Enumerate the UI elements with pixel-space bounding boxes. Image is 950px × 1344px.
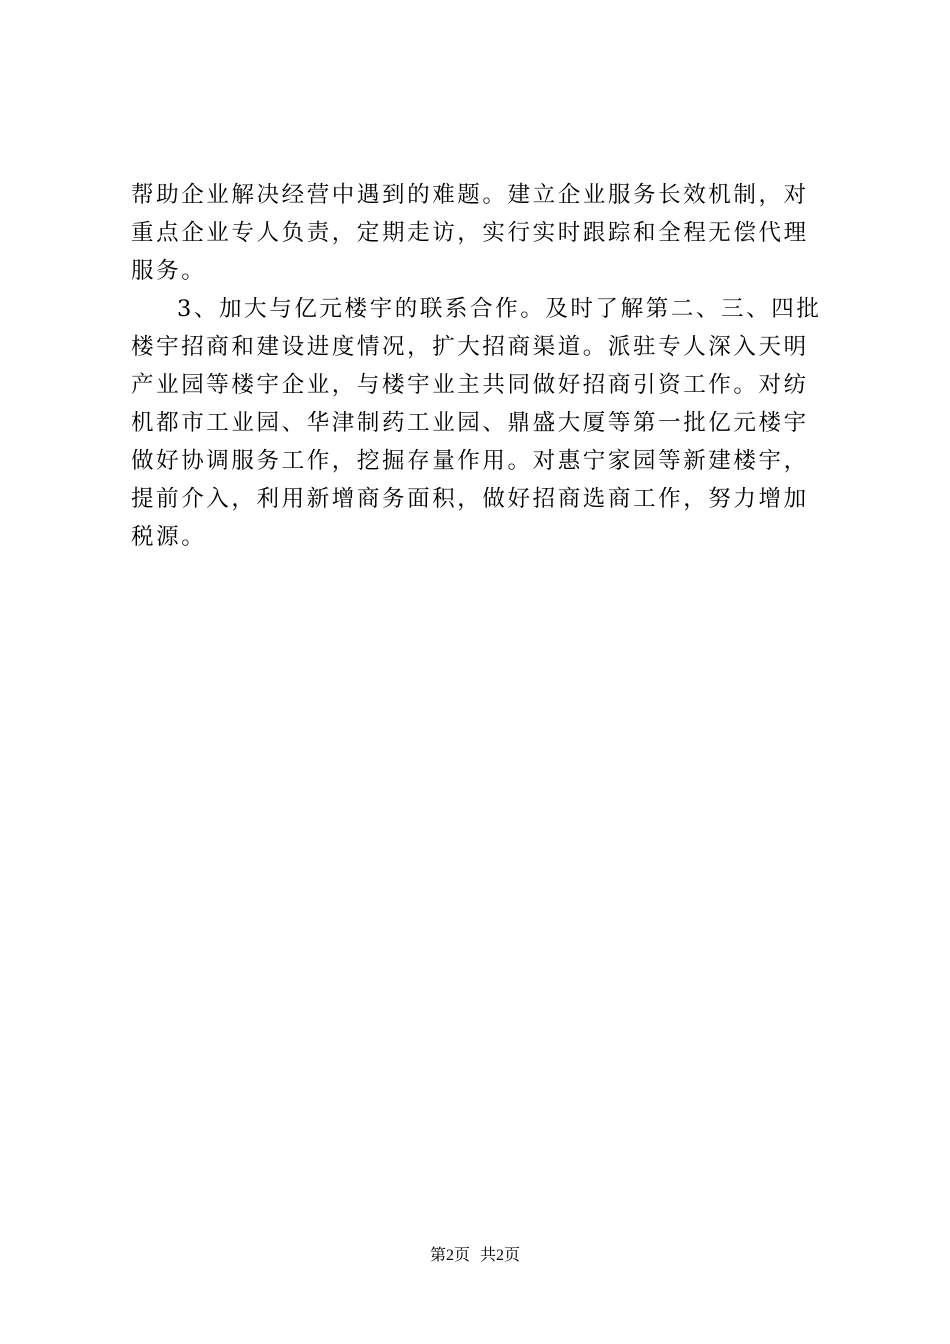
text-line: 产业园等楼宇企业，与楼宇业主共同做好招商引资工作。对纺 — [131, 372, 809, 398]
page-footer — [0, 1242, 950, 1265]
page-total: 共2页 — [480, 1247, 521, 1264]
paragraph-2 — [131, 290, 831, 556]
text-line: 3、加大与亿元楼宇的联系合作。及时了解第二、三、四批 — [177, 296, 822, 322]
paragraph-1 — [131, 176, 831, 290]
document-body — [131, 176, 831, 556]
text-line: 税源。 — [131, 524, 207, 550]
text-line: 做好协调服务工作，挖掘存量作用。对惠宁家园等新建楼宇， — [131, 448, 809, 474]
text-line: 提前介入，利用新增商务面积，做好招商选商工作，努力增加 — [131, 486, 809, 512]
text-line: 服务。 — [131, 258, 207, 284]
text-line: 帮助企业解决经营中遇到的难题。建立企业服务长效机制，对 — [131, 182, 809, 208]
text-line: 楼宇招商和建设进度情况，扩大招商渠道。派驻专人深入天明 — [131, 334, 809, 360]
page-number: 第2页 — [429, 1247, 470, 1264]
text-line: 机都市工业园、华津制药工业园、鼎盛大厦等第一批亿元楼宇 — [131, 410, 809, 436]
text-line: 重点企业专人负责，定期走访，实行实时跟踪和全程无偿代理 — [131, 220, 809, 246]
